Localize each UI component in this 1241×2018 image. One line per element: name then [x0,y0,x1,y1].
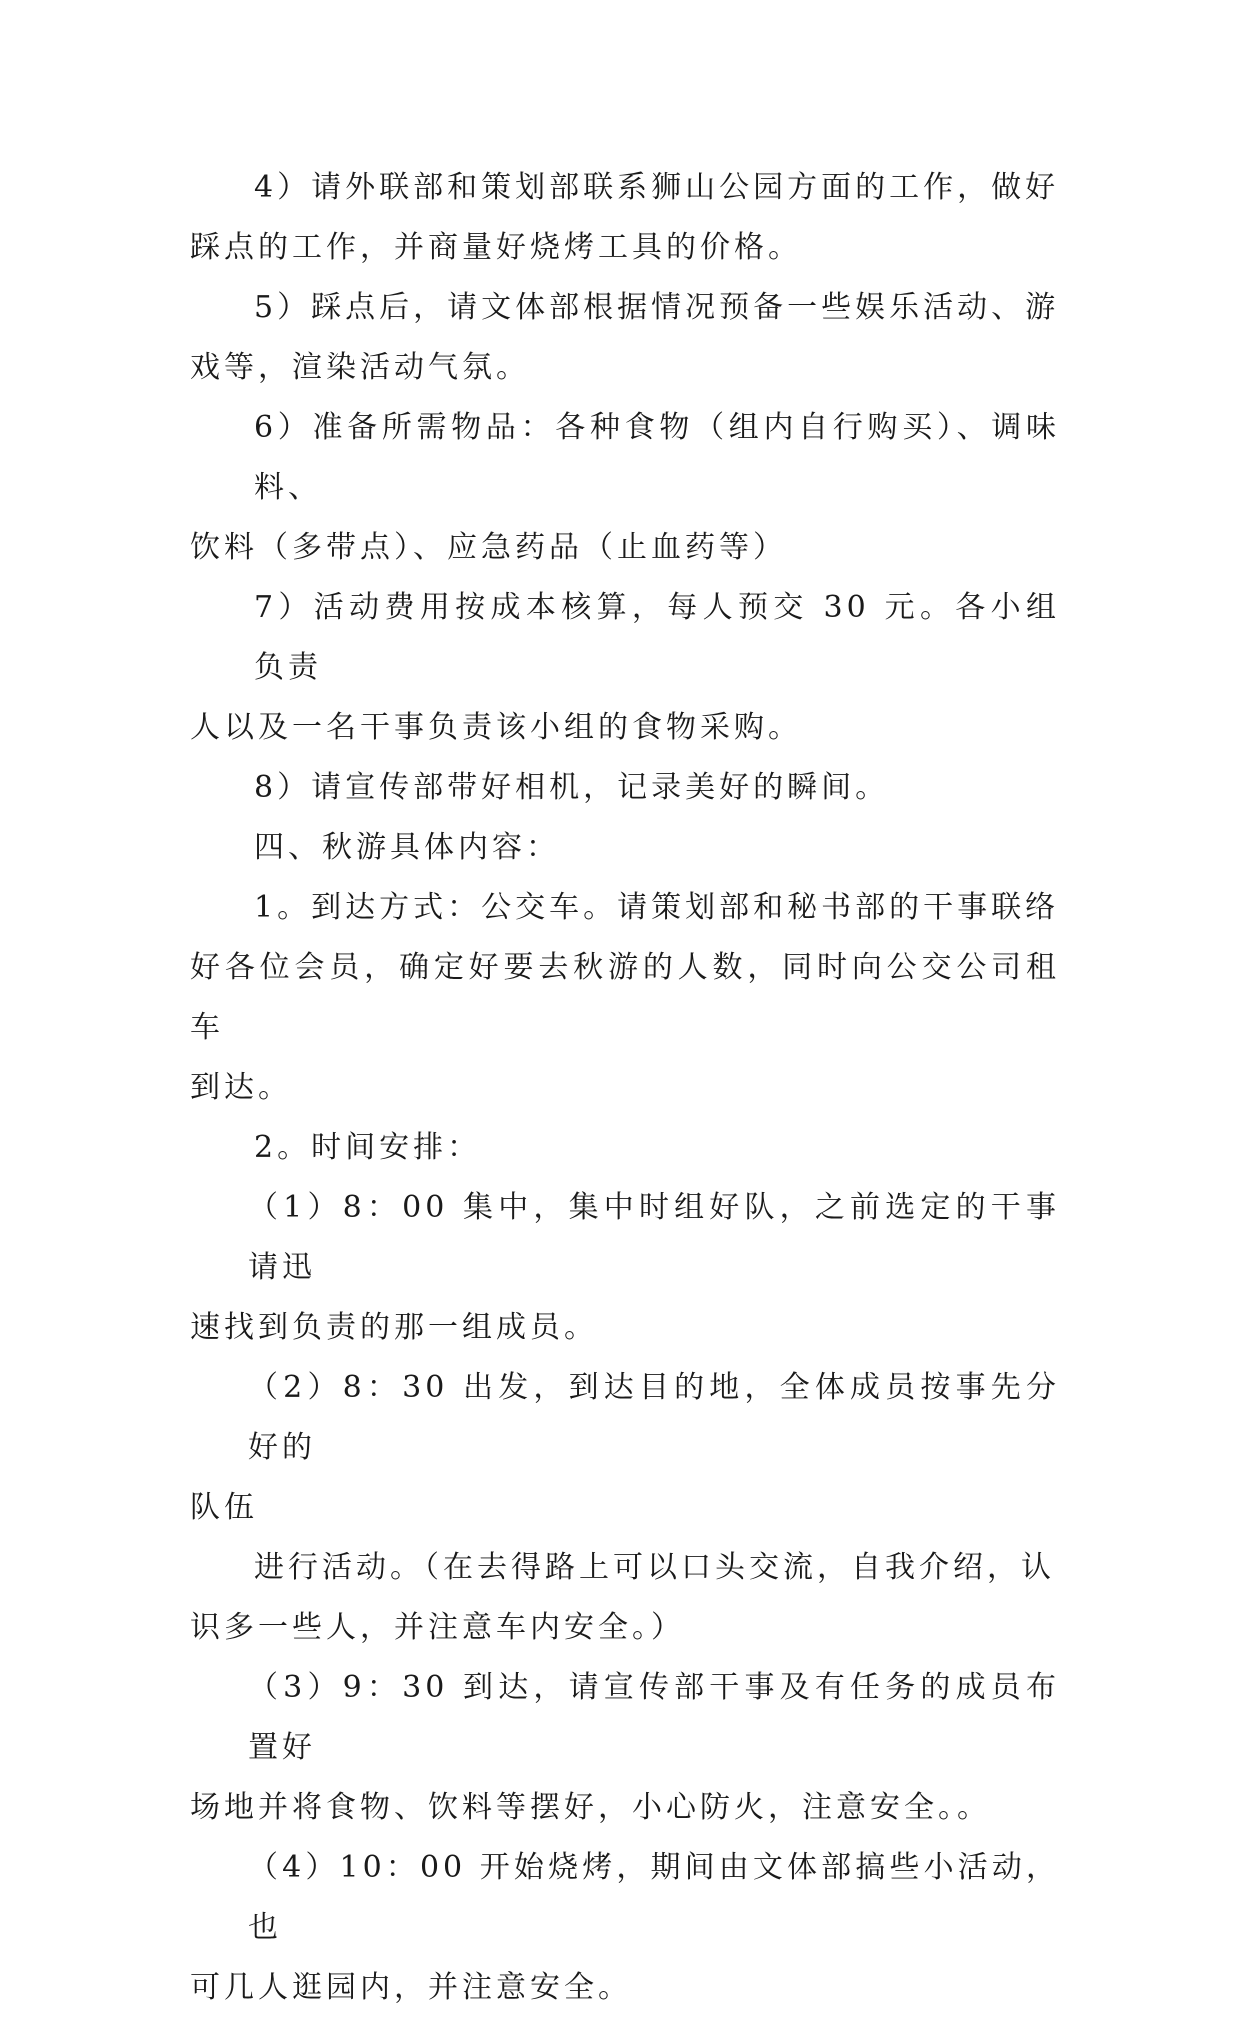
text-line: 戏等，渲染活动气氛。 [190,350,530,385]
text-line: 7）活动费用按成本核算，每人预交 30 元。各小组负责 [254,590,1060,685]
text-line: 8）请宣传部带好相机，记录美好的瞬间。 [254,770,890,805]
text-line: 6）准备所需物品：各种食物（组内自行购买）、调味料、 [254,410,1060,505]
paragraph-schedule-1 [190,1178,1060,1358]
document-body [190,158,1060,2018]
text-line: 队伍 [190,1490,258,1525]
text-line: 可几人逛园内，并注意安全。 [190,1970,632,2005]
text-line: 2。时间安排： [254,1130,482,1165]
paragraph-item-6 [190,398,1060,578]
text-line: 4）请外联部和策划部联系狮山公园方面的工作，做好 [254,170,1060,205]
paragraph-schedule-3 [190,1658,1060,1838]
text-line: （1）8：00 集中，集中时组好队，之前选定的干事请迅 [248,1190,1060,1285]
text-line: 速找到负责的那一组成员。 [190,1310,598,1345]
text-line: 进行活动。（在去得路上可以口头交流，自我介绍，认 [254,1550,1055,1585]
text-line: 踩点的工作，并商量好烧烤工具的价格。 [190,230,802,265]
paragraph-item-8 [190,758,1060,818]
text-line: 5）踩点后，请文体部根据情况预备一些娱乐活动、游 [254,290,1060,325]
text-line: 场地并将食物、饮料等摆好，小心防火，注意安全。。 [190,1790,991,1825]
text-line: 识多一些人，并注意车内安全。） [190,1610,685,1645]
paragraph-item-4 [190,158,1060,278]
text-line: 1。到达方式：公交车。请策划部和秘书部的干事联络 [254,890,1060,925]
paragraph-schedule-2-cont [190,1538,1060,1658]
paragraph-item-5 [190,278,1060,398]
text-line: 好各位会员，确定好要去秋游的人数，同时向公交公司租车 [190,950,1060,1045]
text-line: （3）9：30 到达，请宣传部干事及有任务的成员布置好 [248,1670,1060,1765]
paragraph-schedule-heading [190,1118,1060,1178]
paragraph-item-7 [190,578,1060,758]
text-line: （4）10：00 开始烧烤，期间由文体部搞些小活动，也 [248,1850,1060,1945]
paragraph-schedule-2 [190,1358,1060,1538]
paragraph-transport [190,878,1060,1118]
section-heading-text: 四、秋游具体内容： [254,830,560,865]
text-line: 饮料（多带点）、应急药品（止血药等） [190,530,787,565]
text-line: 人以及一名干事负责该小组的食物采购。 [190,710,802,745]
text-line: （2）8：30 出发，到达目的地，全体成员按事先分好的 [248,1370,1060,1465]
section-heading [190,818,1060,878]
paragraph-schedule-4 [190,1838,1060,2018]
text-line: 到达。 [190,1070,292,1105]
